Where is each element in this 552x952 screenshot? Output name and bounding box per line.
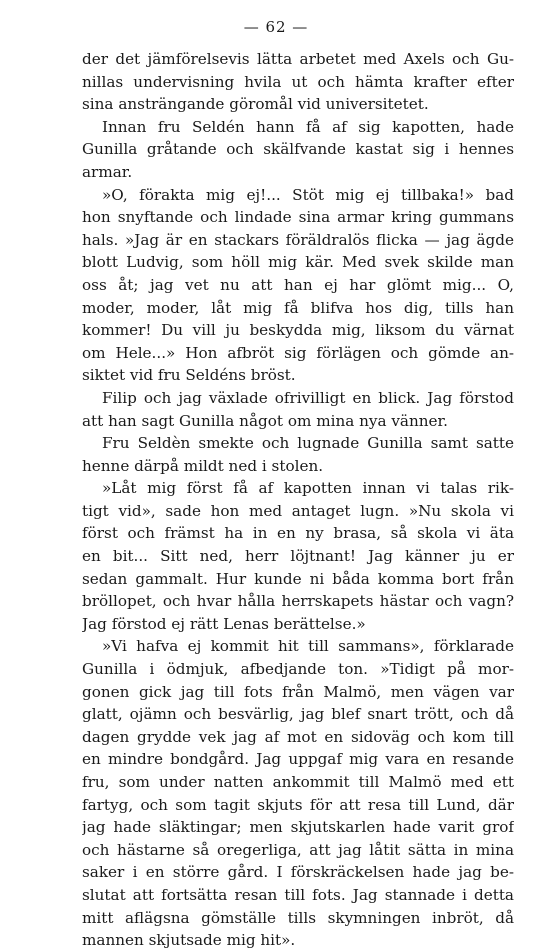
body-text <box>82 48 514 952</box>
text-line: oss åt; jag vet nu att han ej har glömt mig... O, <box>82 275 514 294</box>
text-line: mitt aflägsna gömställe tills skymningen inbröt, då <box>82 908 514 927</box>
text-line: armar. <box>82 162 133 181</box>
text-line: sedan gammalt. Hur kunde ni båda komma bort från <box>82 569 514 588</box>
text-line: tigt vid», sade hon med antaget lugn. »Nu skola vi <box>82 501 514 520</box>
text-line: att han sagt Gunilla något om mina nya vänner. <box>82 411 448 430</box>
text-line: först och främst ha in en ny brasa, så skola vi äta <box>82 524 514 543</box>
text-line: moder, moder, låt mig få blifva hos dig, tills han <box>82 298 514 317</box>
page-number: — 62 — <box>243 18 309 36</box>
text-line: »Vi hafva ej kommit hit till sammans», förklarade <box>102 637 514 656</box>
text-line: dagen grydde vek jag af mot en sidoväg och kom till <box>82 727 514 746</box>
text-line: Jag förstod ej rätt Lenas berättelse.» <box>82 614 366 633</box>
text-line: Fru Seldèn smekte och lugnade Gunilla samt satte <box>102 434 514 453</box>
text-line: »Låt mig först få af kapotten innan vi talas rik- <box>102 479 514 498</box>
text-line: der det jämförelsevis lätta arbetet med Axels och Gu- <box>82 50 514 68</box>
text-line: hals. »Jag är en stackars föräldralös flicka — jag ägde <box>82 230 514 249</box>
text-line: jag hade släktingar; men skjutskarlen hade varit grof <box>82 818 514 837</box>
text-line: henne därpå mildt ned i stolen. <box>82 456 324 475</box>
text-line: slutat att fortsätta resan till fots. Jag stannade i detta <box>82 885 514 904</box>
text-line: om Hele...» Hon afbröt sig förlägen och gömde an- <box>82 343 514 362</box>
text-line: nillas undervisning hvila ut och hämta krafter efter <box>82 72 514 91</box>
text-line: Gunilla i ödmjuk, afbedjande ton. »Tidigt på mor- <box>82 660 514 679</box>
text-line: fru, som under natten ankommit till Malmö med ett <box>82 773 514 791</box>
text-line: Gunilla gråtande och skälfvande kastat sig i hennes <box>82 140 514 159</box>
text-line: bröllopet, och hvar hålla herrskapets hästar och vagn? <box>82 592 514 611</box>
text-line: mannen skjutsade mig hit». <box>82 931 296 950</box>
text-line: en bit... Sitt ned, herr löjtnant! Jag känner ju er <box>82 547 514 566</box>
text-line: Innan fru Seldén hann få af sig kapotten, hade <box>102 117 514 136</box>
text-line: Filip och jag växlade ofrivilligt en blick. Jag förstod <box>102 388 514 407</box>
text-line: kommer! Du vill ju beskydda mig, liksom du värnat <box>82 321 514 340</box>
text-line: sina ansträngande göromål vid universitetet. <box>82 95 429 114</box>
text-line: saker i en större gård. I förskräckelsen hade jag be- <box>82 863 514 882</box>
text-line: och hästarne så oregerliga, att jag låtit sätta in mina <box>82 840 514 859</box>
text-line: blott Ludvig, som höll mig kär. Med svek skilde man <box>82 253 514 272</box>
text-line: en mindre bondgård. Jag uppgaf mig vara en resande <box>82 750 514 769</box>
text-line: »O, förakta mig ej!... Stöt mig ej tillbaka!» bad <box>102 185 514 204</box>
text-line: fartyg, och som tagit skjuts för att resa till Lund, där <box>82 795 514 814</box>
text-line: hon snyftande och lindade sina armar kring gummans <box>82 208 514 227</box>
text-line: gonen gick jag till fots från Malmö, men vägen var <box>82 682 514 701</box>
text-line: siktet vid fru Seldéns bröst. <box>82 366 296 385</box>
text-line: glatt, ojämn och besvärlig, jag blef snart trött, och då <box>82 705 514 724</box>
